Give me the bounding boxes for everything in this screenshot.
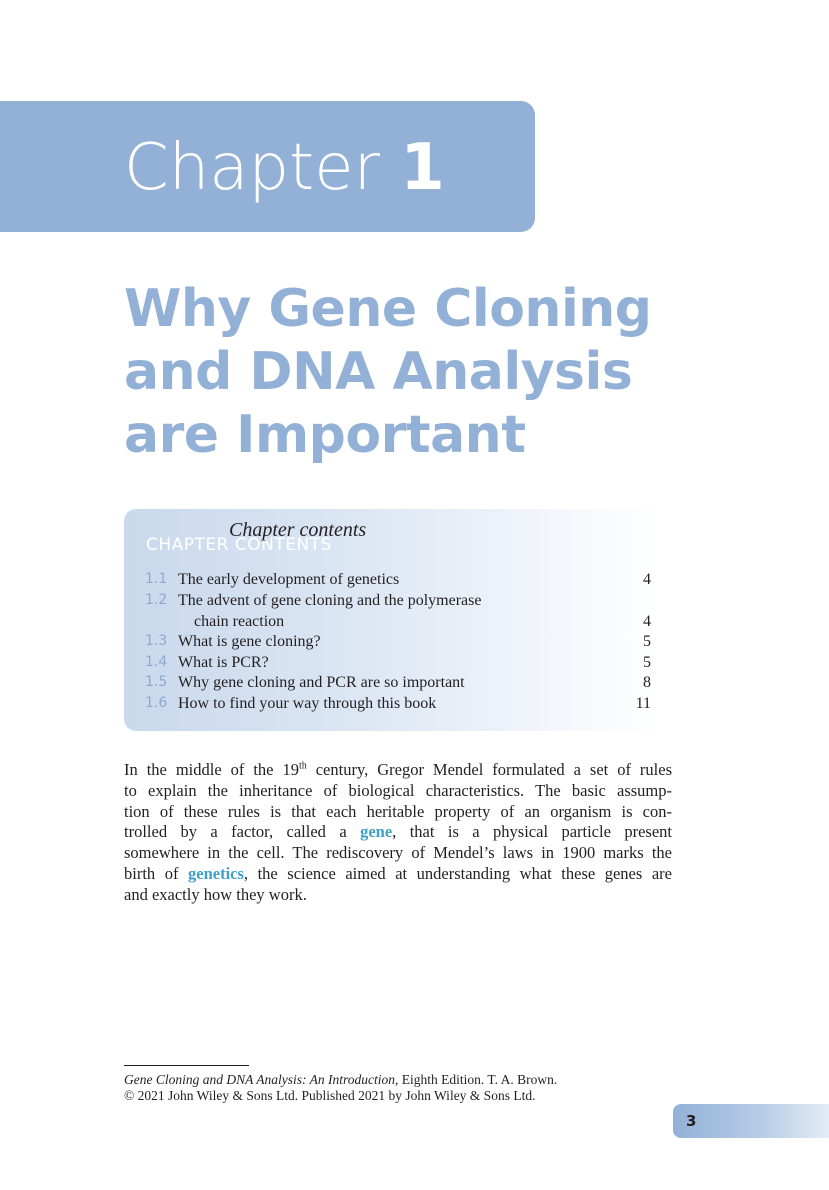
footnote-edition-author: , Eighth Edition. T. A. Brown. bbox=[395, 1072, 558, 1087]
body-text-segment: century, Gregor Mendel formulated a set of rules bbox=[306, 760, 672, 779]
footnote bbox=[124, 1072, 684, 1104]
body-line: to explain the inheritance of biological characteristics. The basic assump- bbox=[124, 780, 672, 800]
toc-entry-page: 8 bbox=[643, 674, 651, 691]
toc-entry-page: 4 bbox=[643, 613, 651, 630]
toc-entry-number: 1.6 bbox=[145, 695, 168, 711]
body-text-segment: birth of bbox=[124, 863, 188, 883]
toc-entry-1-2-continuation[interactable] bbox=[145, 611, 651, 632]
toc-entry-number: 1.5 bbox=[145, 674, 168, 690]
chapter-contents-ghost-heading: CHAPTER CONTENTS bbox=[146, 535, 332, 555]
toc-entry-title: What is gene cloning? bbox=[178, 633, 321, 650]
body-line: somewhere in the cell. The rediscovery of Mendel’s laws in 1900 marks the bbox=[124, 843, 672, 863]
body-line bbox=[124, 822, 672, 843]
chapter-title-line: Why Gene Cloning bbox=[124, 279, 652, 339]
footnote-book-title: Gene Cloning and DNA Analysis: An Introduction bbox=[124, 1072, 395, 1087]
toc-entry-page: 5 bbox=[643, 654, 651, 671]
toc-entry-number: 1.3 bbox=[145, 633, 168, 649]
toc-entry-title: The early development of genetics bbox=[178, 571, 400, 588]
toc-entry-title: How to find your way through this book bbox=[178, 695, 437, 712]
footnote-divider bbox=[124, 1065, 249, 1066]
key-term-gene[interactable]: gene bbox=[360, 822, 393, 842]
body-paragraph bbox=[124, 760, 672, 906]
toc-entry-1-1[interactable] bbox=[145, 569, 651, 590]
toc-entry-title: Why gene cloning and PCR are so important bbox=[178, 674, 465, 691]
chapter-title bbox=[124, 278, 764, 467]
chapter-contents-heading: Chapter contents bbox=[229, 519, 367, 541]
toc-entry-page: 4 bbox=[643, 571, 651, 588]
toc-entry-1-5[interactable] bbox=[145, 672, 651, 693]
toc-entry-1-2[interactable] bbox=[145, 590, 651, 611]
key-term-genetics[interactable]: genetics bbox=[188, 863, 244, 883]
footnote-citation bbox=[124, 1072, 684, 1088]
toc-entry-number: 1.2 bbox=[145, 592, 168, 608]
body-line bbox=[124, 864, 672, 885]
body-text-segment: , that is a physical particle present bbox=[392, 822, 672, 842]
chapter-title-line: and DNA Analysis bbox=[124, 342, 633, 402]
body-line: tion of these rules is that each heritable property of an organism is con- bbox=[124, 801, 672, 821]
chapter-label-word: Chapter bbox=[124, 131, 380, 205]
toc-entry-title-continuation: chain reaction bbox=[194, 613, 285, 630]
toc-entry-page: 11 bbox=[635, 695, 651, 712]
toc-entry-1-3[interactable] bbox=[145, 631, 651, 652]
chapter-title-line: are Important bbox=[124, 405, 526, 465]
body-text-segment: trolled by a factor, called a bbox=[124, 822, 361, 842]
footnote-copyright: © 2021 John Wiley & Sons Ltd. Published 2021 by John Wiley & Sons Ltd. bbox=[124, 1088, 536, 1103]
toc-entry-number: 1.4 bbox=[145, 654, 168, 670]
toc-entry-1-6[interactable] bbox=[145, 693, 651, 714]
superscript: th bbox=[298, 760, 307, 772]
chapter-label bbox=[124, 126, 445, 210]
toc-entry-title: What is PCR? bbox=[178, 654, 269, 671]
body-text-segment: , the science aimed at understanding what these genes are bbox=[243, 863, 672, 883]
page-number: 3 bbox=[686, 1112, 697, 1130]
toc-entry-page: 5 bbox=[643, 633, 651, 650]
toc-entry-title: The advent of gene cloning and the polymerase bbox=[178, 592, 482, 609]
body-line bbox=[124, 760, 672, 781]
body-text-segment: In the middle of the 19 bbox=[124, 760, 299, 779]
chapter-label-number: 1 bbox=[400, 131, 445, 205]
body-line: and exactly how they work. bbox=[124, 884, 307, 904]
toc-entry-1-4[interactable] bbox=[145, 652, 651, 673]
toc-entry-number: 1.1 bbox=[145, 571, 168, 587]
